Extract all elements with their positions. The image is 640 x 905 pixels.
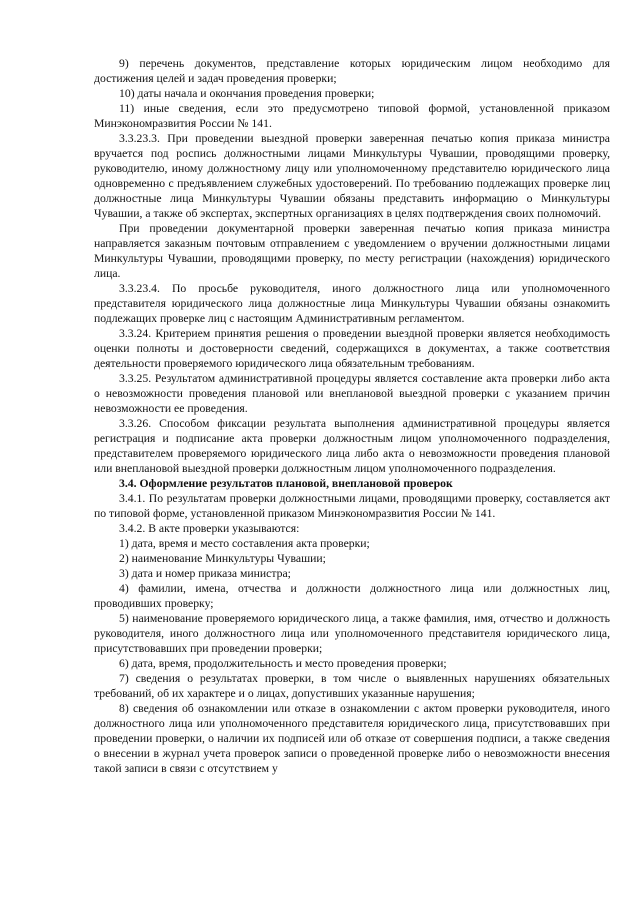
- act-item-3: 3) дата и номер приказа министра;: [119, 567, 291, 580]
- list-item-10: 10) даты начала и окончания проведения проверки;: [119, 87, 375, 100]
- act-item-6: 6) дата, время, продолжительность и место проведения проверки;: [119, 657, 447, 670]
- paragraph-3-3-23-3: 3.3.23.3. При проведении выездной проверки заверенная печатью копия приказа министра вручается под роспись должностными лицами Минкультуры Чувашии, проводящими проверку, руководителю, иному должностному лицу или уполномоченному представителю юридического лица одновременно с предъявлением служебных удостоверений. По требованию подлежащих проверке лиц должностные лица Минкультуры Чувашии обязаны представить информацию о Минкультуры Чувашии, а также об экспертах, экспертных организациях в целях подтверждения своих полномочий.: [94, 132, 610, 220]
- paragraph-3-3-24: 3.3.24. Критерием принятия решения о проведении выездной проверки является необходимость оценки полноты и достоверности сведений, содержащихся в документах, а также соответствия деятельности проверяемого юридического лица обязательным требованиям.: [94, 327, 610, 370]
- paragraph-3-3-26: 3.3.26. Способом фиксации результата выполнения административной процедуры является регистрация и подписание акта проверки должностным лицом уполномоченного подразделения, представителем проверяемого юридического лица либо акта о невозможности проведения плановой или внеплановой выездной проверки должностным лицом уполномоченного подразделения.: [94, 417, 610, 475]
- paragraph-3-4-1: 3.4.1. По результатам проверки должностными лицами, проводящими проверку, составляется акт по типовой форме, установленной приказом Минэкономразвития России № 141.: [94, 492, 610, 520]
- act-item-8: 8) сведения об ознакомлении или отказе в ознакомлении с актом проверки руководителя, иного должностного лица или уполномоченного представителя юридического лица, присутствовавших при проведении проверки, о наличии их подписей или об отказе от совершения подписи, а также сведения о внесении в журнал учета проверок записи о проведенной проверке либо о невозможности внесения такой записи в связи с отсутствием у: [94, 702, 610, 775]
- act-item-7: 7) сведения о результатах проверки, в том числе о выявленных нарушениях обязательных требований, об их характере и о лицах, допустивших указанные нарушения;: [94, 672, 610, 700]
- paragraph-documentary-check: При проведении документарной проверки заверенная печатью копия приказа министра направляется заказным почтовым отправлением с уведомлением о вручении должностными лицами Минкультуры Чувашии, проводящими проверку, по месту регистрации (нахождения) юридического лица.: [94, 222, 610, 280]
- paragraph-3-4-2: 3.4.2. В акте проверки указываются:: [119, 522, 300, 535]
- section-heading-3-4: 3.4. Оформление результатов плановой, внеплановой проверок: [119, 477, 453, 490]
- act-item-5: 5) наименование проверяемого юридического лица, а также фамилия, имя, отчество и должность руководителя, иного должностного лица или уполномоченного представителя юридического лица, присутствовавших при проведении проверки;: [94, 612, 610, 655]
- paragraph-3-3-25: 3.3.25. Результатом административной процедуры является составление акта проверки либо акта о невозможности проведения плановой или внеплановой выездной проверки с указанием причин невозможности ее проведения.: [94, 372, 610, 415]
- act-item-1: 1) дата, время и место составления акта проверки;: [119, 537, 370, 550]
- list-item-9: 9) перечень документов, представление которых юридическим лицом необходимо для достижения целей и задач проведения проверки;: [94, 57, 610, 85]
- act-item-2: 2) наименование Минкультуры Чувашии;: [119, 552, 326, 565]
- paragraph-3-3-23-4: 3.3.23.4. По просьбе руководителя, иного должностного лица или уполномоченного представителя юридического лица должностные лица Минкультуры Чувашии обязаны ознакомить подлежащих проверке лиц с настоящим Административным регламентом.: [94, 282, 610, 325]
- list-item-11: 11) иные сведения, если это предусмотрено типовой формой, установленной приказом Минэкономразвития России № 141.: [94, 102, 610, 130]
- act-item-4: 4) фамилии, имена, отчества и должности должностного лица или должностных лиц, проводивших проверку;: [94, 582, 610, 610]
